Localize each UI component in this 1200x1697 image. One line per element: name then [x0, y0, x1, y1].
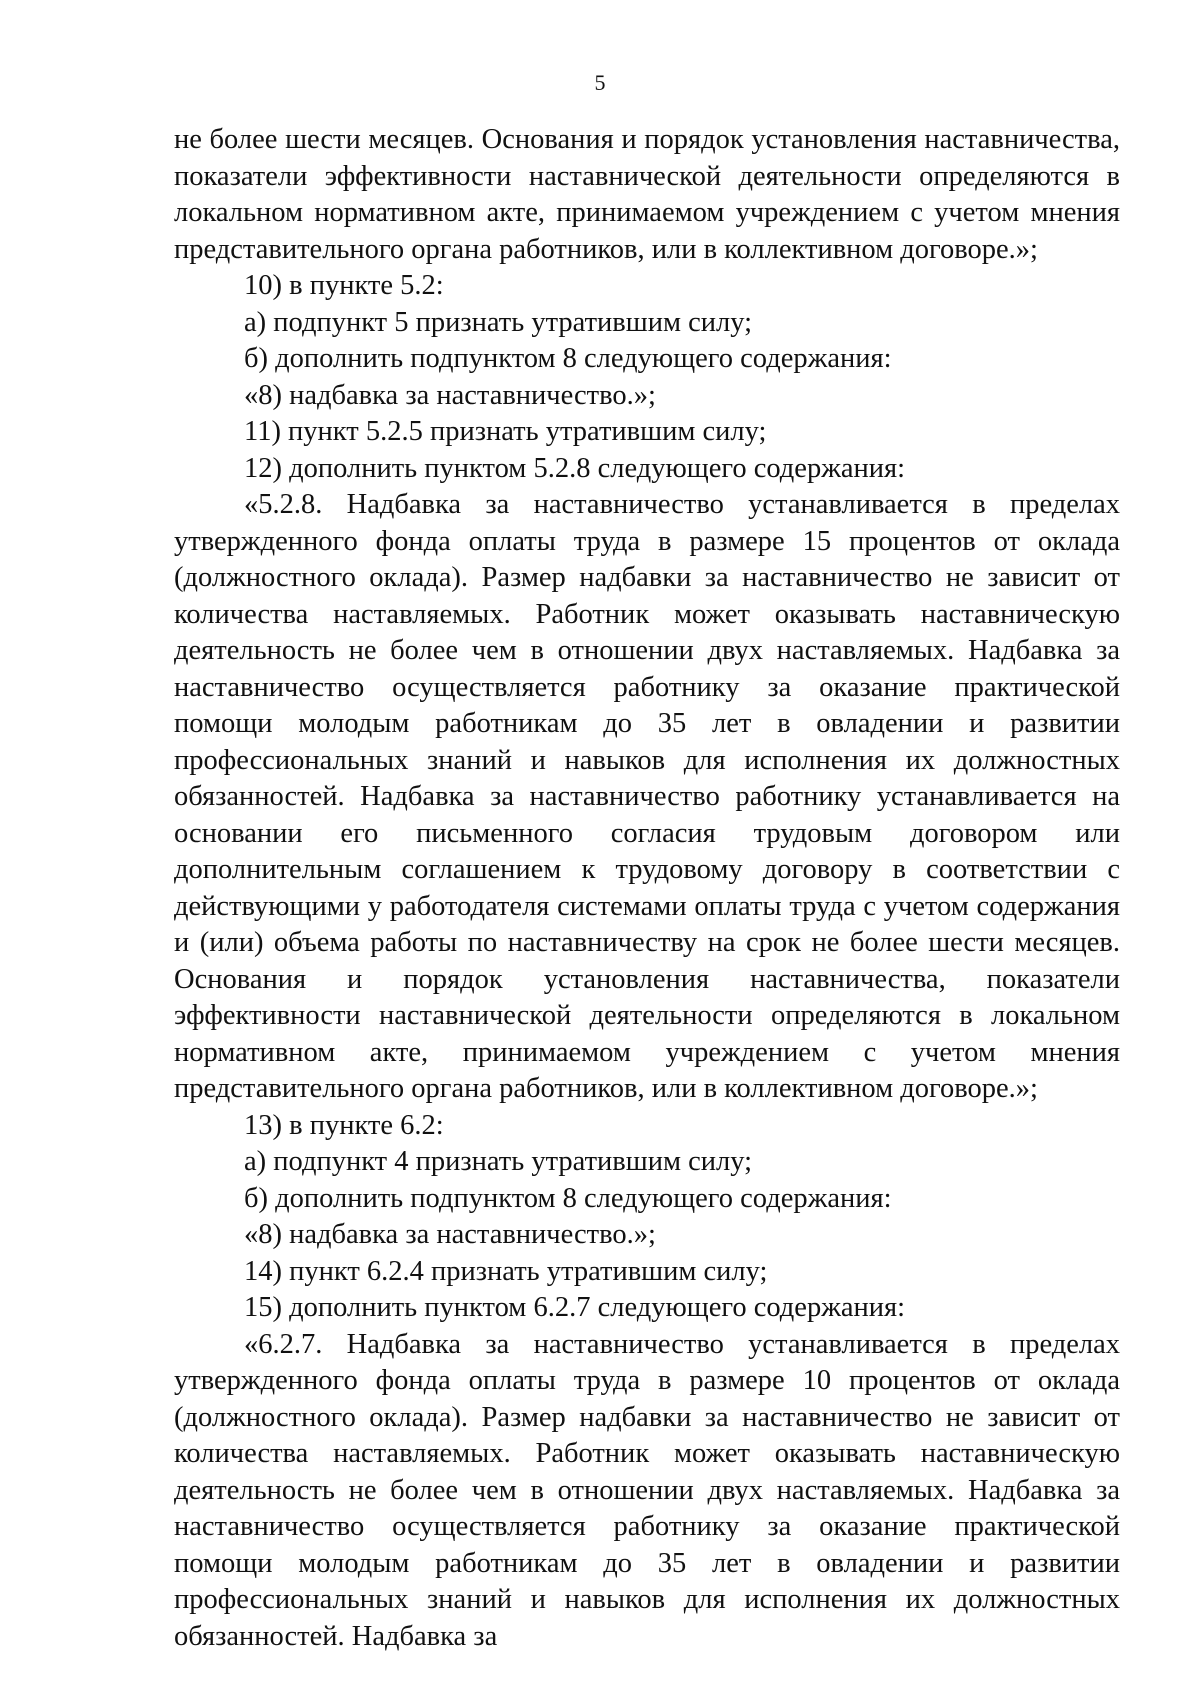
- paragraph: «5.2.8. Надбавка за наставничество устанавливается в пределах утвержденного фонда оплаты труда в размере 15 процентов от оклада (должностного оклада). Размер надбавки за наставничество не зависит от количества наставляемых. Работник может оказывать наставническую деятельность не более чем в отношении двух наставляемых. Надбавка за наставничество осуществляется работнику за оказание практической помощи молодым работникам до 35 лет в овладении и развитии профессиональных знаний и навыков для исполнения их должностных обязанностей. Надбавка за наставничество работнику устанавливается на основании его письменного согласия трудовым договором или дополнительным соглашением к трудовому договору в соответствии с действующими у работодателя системами оплаты труда с учетом содержания и (или) объема работы по наставничеству на срок не более шести месяцев. Основания и порядок установления наставничества, показатели эффективности наставнической деятельности определяются в локальном нормативном акте, принимаемом учреждением с учетом мнения представительного органа работников, или в коллективном договоре.»;: [174, 489, 1120, 1104]
- document-body: [174, 122, 1120, 1655]
- paragraph: 12) дополнить пунктом 5.2.8 следующего содержания:: [244, 452, 906, 484]
- paragraph: «8) надбавка за наставничество.»;: [244, 1219, 656, 1250]
- paragraph: а) подпункт 4 признать утратившим силу;: [244, 1146, 753, 1177]
- page-number: 5: [594, 70, 606, 95]
- paragraph: б) дополнить подпунктом 8 следующего содержания:: [244, 343, 892, 374]
- paragraph: «8) надбавка за наставничество.»;: [244, 379, 656, 411]
- paragraph: «6.2.7. Надбавка за наставничество устанавливается в пределах утвержденного фонда оплаты труда в размере 10 процентов от оклада (должностного оклада). Размер надбавки за наставничество не зависит от количества наставляемых. Работник может оказывать наставническую деятельность не более чем в отношении двух наставляемых. Надбавка за наставничество осуществляется работнику за оказание практической помощи молодым работникам до 35 лет в овладении и развитии профессиональных знаний и навыков для исполнения их должностных обязанностей. Надбавка за: [174, 1328, 1120, 1652]
- paragraph: а) подпункт 5 признать утратившим силу;: [244, 306, 753, 338]
- paragraph: 15) дополнить пунктом 6.2.7 следующего содержания:: [244, 1292, 906, 1323]
- paragraph: б) дополнить подпунктом 8 следующего содержания:: [244, 1182, 892, 1214]
- paragraph: не более шести месяцев. Основания и порядок установления наставничества, показатели эффективности наставнической деятельности определяются в локальном нормативном акте, принимаемом учреждением с учетом мнения представительного органа работников, или в коллективном договоре.»;: [174, 124, 1120, 265]
- paragraph: 10) в пункте 5.2:: [244, 270, 444, 301]
- paragraph: 11) пункт 5.2.5 признать утратившим силу;: [244, 416, 767, 447]
- paragraph: 14) пункт 6.2.4 признать утратившим силу;: [244, 1255, 768, 1287]
- paragraph: 13) в пункте 6.2:: [244, 1109, 444, 1141]
